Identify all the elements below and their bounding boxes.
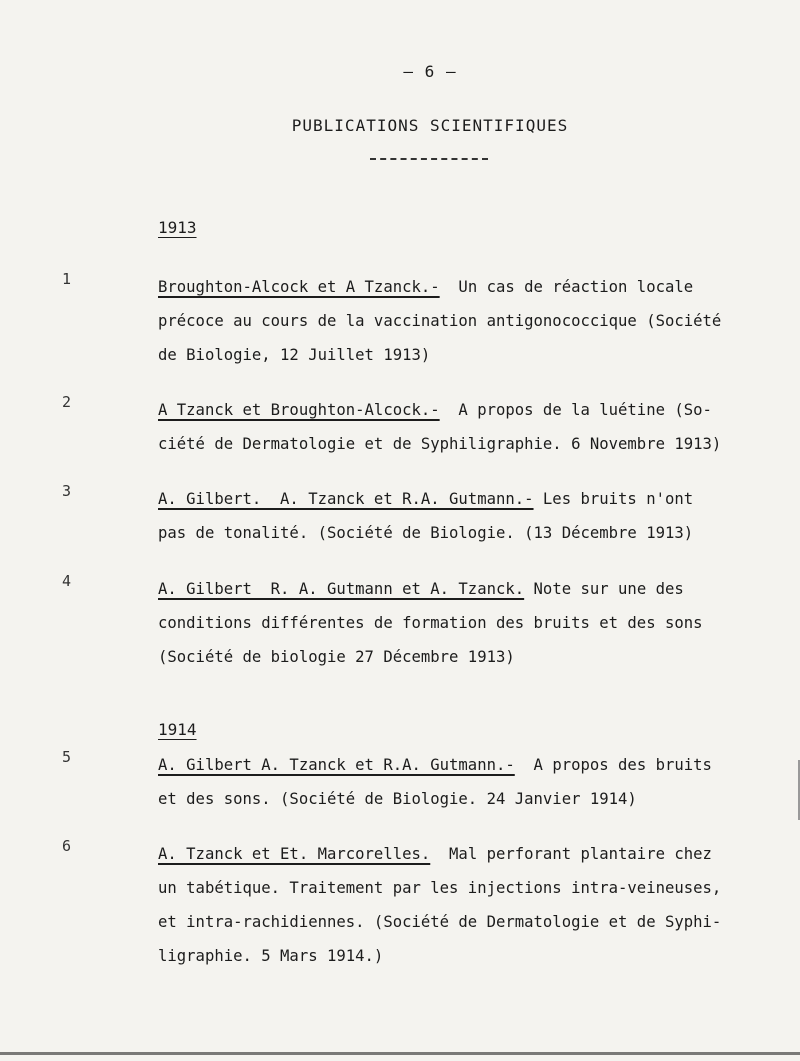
title-underline [370, 158, 488, 160]
entry-number: 5 [62, 748, 72, 766]
entry-description: A propos des bruits et des sons. (Société de Biologie. 24 Janvier 1914) [158, 756, 712, 808]
entry-description: Mal perforant plantaire chez un tabétique. Traitement par les injections intra-veineuses, et intra-rachidiennes. (Société de Dermatologie et de Syphi- ligraphie. 5 Mars 1914.) [158, 845, 722, 965]
entry-text [158, 482, 794, 550]
page-number: — 6 — [403, 62, 457, 81]
page-title: PUBLICATIONS SCIENTIFIQUES [291, 116, 569, 135]
entry-authors: Broughton-Alcock et A Tzanck.- [158, 278, 440, 296]
entry-text [158, 837, 794, 973]
entry-number: 2 [62, 393, 72, 411]
page-bottom-edge [0, 1052, 800, 1055]
entry-description: Les bruits n'ont pas de tonalité. (Société de Biologie. (13 Décembre 1913) [158, 490, 694, 542]
entry-text [158, 270, 794, 372]
entry-text [158, 393, 794, 461]
entry-number: 4 [62, 572, 72, 590]
entry-authors: A Tzanck et Broughton-Alcock.- [158, 401, 440, 419]
entry-number: 6 [62, 837, 72, 855]
entry-text [158, 748, 794, 816]
entry-authors: A. Tzanck et Et. Marcorelles. [158, 845, 431, 863]
entry-number: 3 [62, 482, 72, 500]
entry-text [158, 572, 794, 674]
entry-description: A propos de la luétine (So- ciété de Dermatologie et de Syphiligraphie. 6 Novembre 1913) [158, 401, 722, 453]
entry-description: Note sur une des conditions différentes de formation des bruits et des sons (Société de biologie 27 Décembre 1913) [158, 580, 703, 666]
entry-description: Un cas de réaction locale précoce au cours de la vaccination antigonococcique (Société de Biologie, 12 Juillet 1913) [158, 278, 722, 364]
year-heading-1913: 1913 [158, 218, 197, 237]
entry-authors: A. Gilbert A. Tzanck et R.A. Gutmann.- [158, 756, 515, 774]
year-heading-1914: 1914 [158, 720, 197, 739]
entry-number: 1 [62, 270, 72, 288]
entry-authors: A. Gilbert R. A. Gutmann et A. Tzanck. [158, 580, 525, 598]
entry-authors: A. Gilbert. A. Tzanck et R.A. Gutmann.- [158, 490, 534, 508]
